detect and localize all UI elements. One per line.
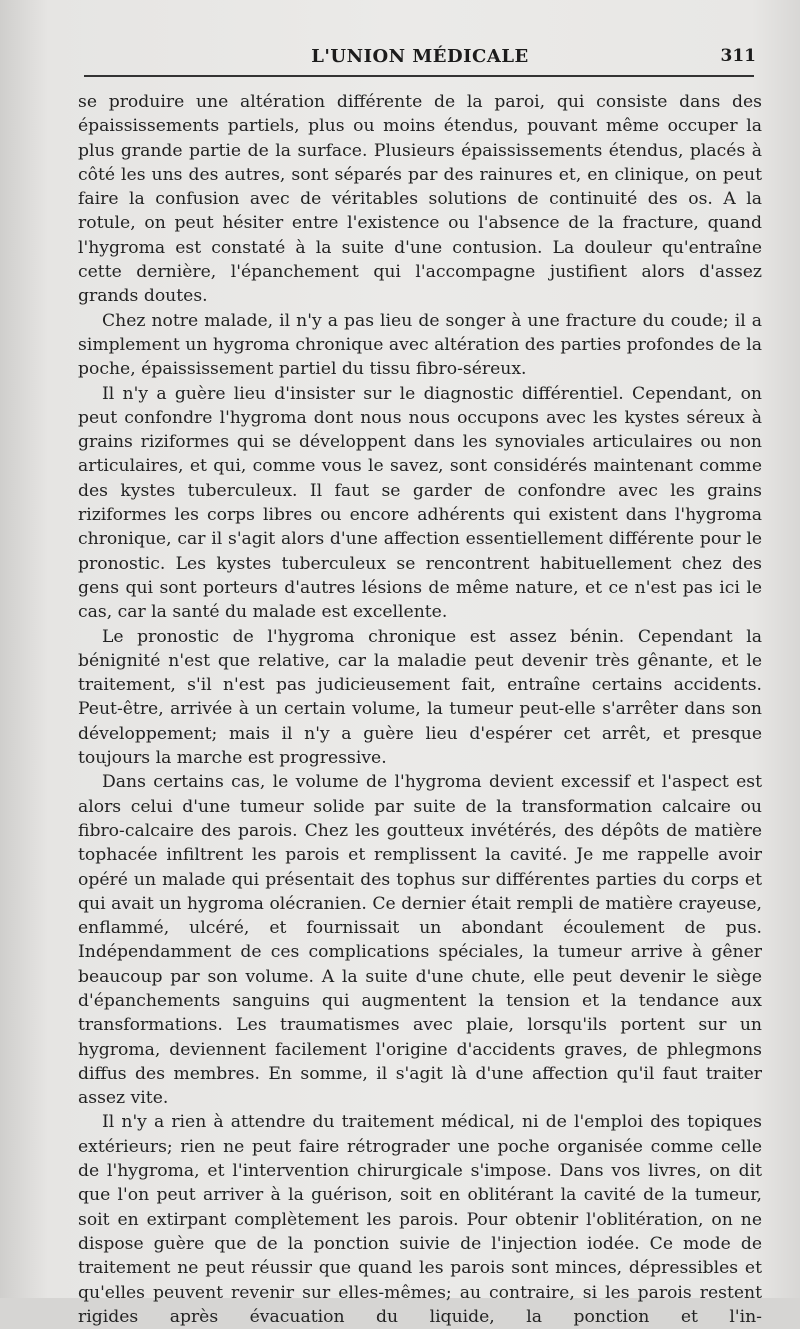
page-number: 311 (720, 46, 756, 66)
paragraph-2: Chez notre malade, il n'y a pas lieu de songer à une fracture du coude; il a simplement un hygroma chronique avec altération des parties profondes de la poche, épaississement partiel du tissu fibro-séreux. (78, 310, 762, 380)
paragraph-6: Il n'y a rien à attendre du traitement médical, ni de l'emploi des topiques extérieurs; rien ne peut faire rétrograder une poche organisée comme celle de l'hygroma, et l'intervention chirurgicale s'impose. Dans vos livres, on dit que l'on peut arriver à la guérison, soit en oblitérant la cavité de la tumeur, soit en extirpant complètement les parois. Pour obtenir l'oblitération, on ne dispose guère que de la ponction suivie de l'injection iodée. Ce mode de traitement ne peut réussir que quand les parois sont minces, dépressibles et qu'elles peuvent revenir sur elles-mêmes; au contraire, si les parois restent rigides après évacuation du liquide, la ponction et l'in- (78, 1112, 762, 1327)
paragraph-3: Il n'y a guère lieu d'insister sur le diagnostic différentiel. Cependant, on peut confondre l'hygroma dont nous nous occupons avec les kystes séreux à grains riziformes qui se développent dans les synoviales articulaires ou non articulaires, et qui, comme vous le savez, sont considérés maintenant comme des kystes tuberculeux. Il faut se garder de confondre avec les grains riziformes les corps libres ou encore adhérents qui existent dans l'hygroma chronique, car il s'agit alors d'une affection essentiellement différente pour le pronostic. Les kystes tuberculeux se rencontrent habituellement chez des gens qui sont porteurs d'autres lésions de même nature, et ce n'est pas ici le cas, car la santé du malade est excellente. (78, 383, 762, 623)
paragraph-5: Dans certains cas, le volume de l'hygroma devient excessif et l'aspect est alors celui d'une tumeur solide par suite de la transformation calcaire ou fibro-calcaire des parois. Chez les goutteux invétérés, des dépôts de matière tophacée infiltrent les parois et remplissent la cavité. Je me rappelle avoir opéré un malade qui présentait des tophus sur différentes parties du corps et qui avait un hygroma olécranien. Ce dernier était rempli de matière crayeuse, enflammé, ulcéré, et fournissait un abondant écoulement de pus. Indépendamment de ces complications spéciales, la tumeur arrive à gêner beaucoup par son volume. A la suite d'une chute, elle peut devenir le siège d'épanchements sanguins qui augmentent la tension et la tendance aux transformations. Les traumatismes avec plaie, lorsqu'ils portent sur un hygroma, deviennent facilement l'origine d'accidents graves, de phlegmons diffus des membres. En somme, il s'agit là d'une affection qu'il faut traiter assez vite. (78, 772, 762, 1109)
header-rule (84, 75, 754, 77)
paragraph-4: Le pronostic de l'hygroma chronique est assez bénin. Cependant la bénignité n'est que relative, car la maladie peut devenir très gênante, et le traitement, s'il n'est pas judicieusement fait, entraîne certains accidents. Peut-être, arrivée à un certain volume, la tumeur peut-elle s'arrêter dans son développement; mais il n'y a guère lieu d'espérer cet arrêt, et presque toujours la marche est progressive. (78, 626, 762, 769)
page-header (80, 44, 760, 74)
article-body (78, 90, 762, 1329)
paragraph-1: se produire une altération différente de la paroi, qui consiste dans des épaississements partiels, plus ou moins étendus, pouvant même occuper la plus grande partie de la surface. Plusieurs épaississements étendus, placés à côté les uns des autres, sont séparés par des rainures et, en clinique, on peut faire la confusion avec de véritables solutions de continuité des os. A la rotule, on peut hésiter entre l'existence ou l'absence de la fracture, quand l'hygroma est constaté à la suite d'une contusion. La douleur qu'entraîne cette dernière, l'épanchement qui l'accompagne justifient alors d'assez grands doutes. (78, 92, 762, 307)
running-title: L'UNION MÉDICALE (311, 46, 529, 67)
